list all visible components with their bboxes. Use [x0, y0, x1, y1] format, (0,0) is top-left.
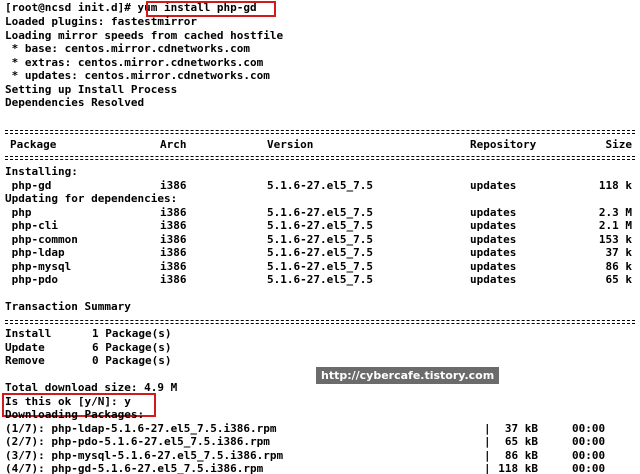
row-size: 86 k — [605, 259, 632, 273]
total-download-size: Total download size: 4.9 M — [5, 381, 178, 394]
download-bar: | — [484, 435, 491, 448]
summary-label: Update — [5, 340, 45, 354]
row-size: 118 k — [598, 178, 632, 192]
downloading-label: Downloading Packages: — [5, 408, 145, 421]
row-package: php-mysql — [5, 259, 72, 273]
row-repository: updates — [470, 205, 517, 219]
installing-label: Installing: — [5, 165, 78, 178]
preamble-line: Loaded plugins: fastestmirror — [5, 15, 198, 28]
shell-prompt: [root@ncsd init.d]# — [5, 1, 131, 14]
preamble-line: Loading mirror speeds from cached hostfile — [5, 28, 284, 42]
preamble-line: * extras: centos.mirror.cdnetworks.com — [5, 55, 264, 69]
row-size: 153 k — [598, 232, 632, 246]
row-arch: i386 — [160, 178, 187, 192]
summary-count: 6 Package(s) — [92, 340, 172, 354]
header-version: Version — [267, 138, 314, 151]
row-package: php-cli — [5, 219, 58, 232]
row-version: 5.1.6-27.el5_7.5 — [267, 259, 373, 273]
download-size: 37 kB — [504, 421, 538, 435]
download-size: 118 kB — [498, 462, 538, 474]
row-package: php-ldap — [5, 246, 65, 259]
download-size: 86 kB — [504, 448, 538, 462]
row-size: 65 k — [605, 273, 632, 286]
download-name: (3/7): php-mysql-5.1.6-27.el5_7.5.i386.rpm — [5, 448, 284, 462]
summary-label: Install — [5, 327, 52, 340]
row-arch: i386 — [160, 205, 187, 219]
row-version: 5.1.6-27.el5_7.5 — [267, 273, 373, 286]
table-separator — [5, 133, 635, 134]
row-package: php-gd — [5, 178, 52, 192]
download-time: 00:00 — [572, 448, 606, 462]
download-name: (4/7): php-gd-5.1.6-27.el5_7.5.i386.rpm — [5, 462, 264, 474]
row-arch: i386 — [160, 273, 187, 286]
row-arch: i386 — [160, 246, 187, 259]
download-bar: | — [484, 462, 491, 474]
row-size: 2.3 M — [598, 205, 632, 219]
yum-command: yum install php-gd — [130, 1, 257, 14]
download-size: 65 kB — [504, 435, 538, 448]
row-repository: updates — [470, 232, 517, 246]
confirm-prompt[interactable]: Is this ok [y/N]: y — [5, 394, 131, 408]
preamble-line: Setting up Install Process — [5, 82, 178, 96]
download-time: 00:00 — [572, 421, 606, 435]
row-repository: updates — [470, 273, 517, 286]
header-arch: Arch — [160, 138, 187, 151]
header-repository: Repository — [470, 138, 537, 151]
row-arch: i386 — [160, 232, 187, 246]
row-version: 5.1.6-27.el5_7.5 — [267, 246, 373, 259]
row-package: php — [5, 205, 32, 219]
row-repository: updates — [470, 178, 517, 192]
table-separator — [5, 130, 635, 131]
summary-count: 0 Package(s) — [92, 354, 172, 367]
row-repository: updates — [470, 259, 517, 273]
row-version: 5.1.6-27.el5_7.5 — [267, 205, 373, 219]
blog-watermark: http://cybercafe.tistory.com — [316, 367, 499, 384]
row-size: 37 k — [605, 246, 632, 259]
row-size: 2.1 M — [598, 219, 632, 232]
preamble-line: * updates: centos.mirror.cdnetworks.com — [5, 69, 270, 82]
row-version: 5.1.6-27.el5_7.5 — [267, 178, 373, 192]
row-version: 5.1.6-27.el5_7.5 — [267, 219, 373, 232]
summary-label: Remove — [5, 354, 45, 367]
summary-separator — [5, 323, 635, 324]
download-name: (1/7): php-ldap-5.1.6-27.el5_7.5.i386.rpm — [5, 421, 277, 435]
row-package: php-common — [5, 232, 78, 246]
summary-title: Transaction Summary — [5, 300, 131, 313]
header-package: Package — [10, 138, 57, 151]
download-time: 00:00 — [572, 435, 606, 448]
download-name: (2/7): php-pdo-5.1.6-27.el5_7.5.i386.rpm — [5, 435, 270, 448]
download-bar: | — [484, 448, 491, 462]
row-repository: updates — [470, 219, 517, 232]
summary-count: 1 Package(s) — [92, 327, 172, 340]
row-repository: updates — [470, 246, 517, 259]
deps-label: Updating for dependencies: — [5, 192, 178, 205]
download-bar: | — [484, 421, 491, 435]
preamble-line: Dependencies Resolved — [5, 96, 145, 109]
row-arch: i386 — [160, 219, 187, 232]
preamble-line: * base: centos.mirror.cdnetworks.com — [5, 42, 251, 55]
table-separator — [5, 159, 635, 160]
summary-separator — [5, 320, 635, 321]
download-time: 00:00 — [572, 462, 606, 474]
row-package: php-pdo — [5, 273, 58, 286]
row-arch: i386 — [160, 259, 187, 273]
header-size: Size — [605, 138, 632, 151]
table-separator — [5, 156, 635, 157]
row-version: 5.1.6-27.el5_7.5 — [267, 232, 373, 246]
